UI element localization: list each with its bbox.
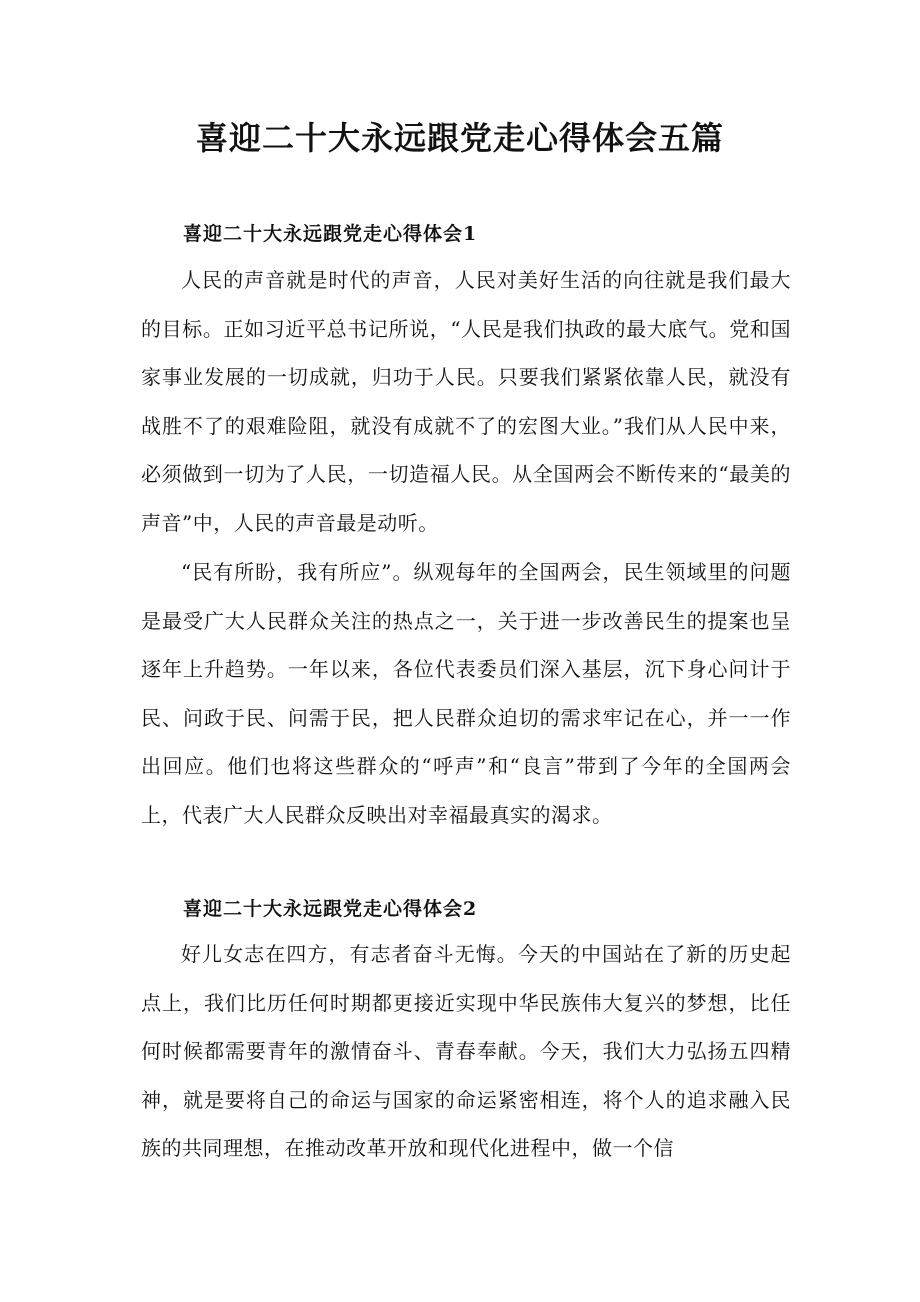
section-heading-1: 喜迎二十大永远跟党走心得体会1	[183, 223, 478, 245]
section-heading-2: 喜迎二十大永远跟党走心得体会2	[183, 898, 478, 920]
section-1-paragraph-1: 人民的声音就是时代的声音，人民对美好生活的向往就是我们最大的目标。正如习近平总书记所说，“人民是我们执政的最大底气。党和国家事业发展的一切成就，归功于人民。只要我们紧紧依靠人民，就没有战胜不了的艰难险阻，就没有成就不了的宏图大业。”我们从人民中来，必须做到一切为了人民，一切造福人民。从全国两会不断传来的“最美的声音”中，人民的声音最是动听。	[141, 268, 791, 535]
document-title: 喜迎二十大永远跟党走心得体会五篇	[195, 119, 724, 157]
section-1-paragraph-2: “民有所盼，我有所应”。纵观每年的全国两会，民生领域里的问题是最受广大人民群众关注的热点之一，关于进一步改善民生的提案也呈逐年上升趋势。一年以来，各位代表委员们深入基层，沉下身心问计于民、问政于民、问需于民，把人民群众迫切的需求牢记在心，并一一作出回应。他们也将这些群众的“呼声”和“良言”带到了今年的全国两会上，代表广大人民群众反映出对幸福最真实的渴求。	[141, 560, 791, 827]
section-2-paragraph-1: 好儿女志在四方，有志者奋斗无悔。今天的中国站在了新的历史起点上，我们比历任何时期都更接近实现中华民族伟大复兴的梦想，比任何时候都需要青年的激情奋斗、青春奉献。今天，我们大力弘扬五四精神，就是要将自己的命运与国家的命运紧密相连，将个人的追求融入民族的共同理想，在推动改革开放和现代化进程中，做一个信	[141, 942, 791, 1161]
